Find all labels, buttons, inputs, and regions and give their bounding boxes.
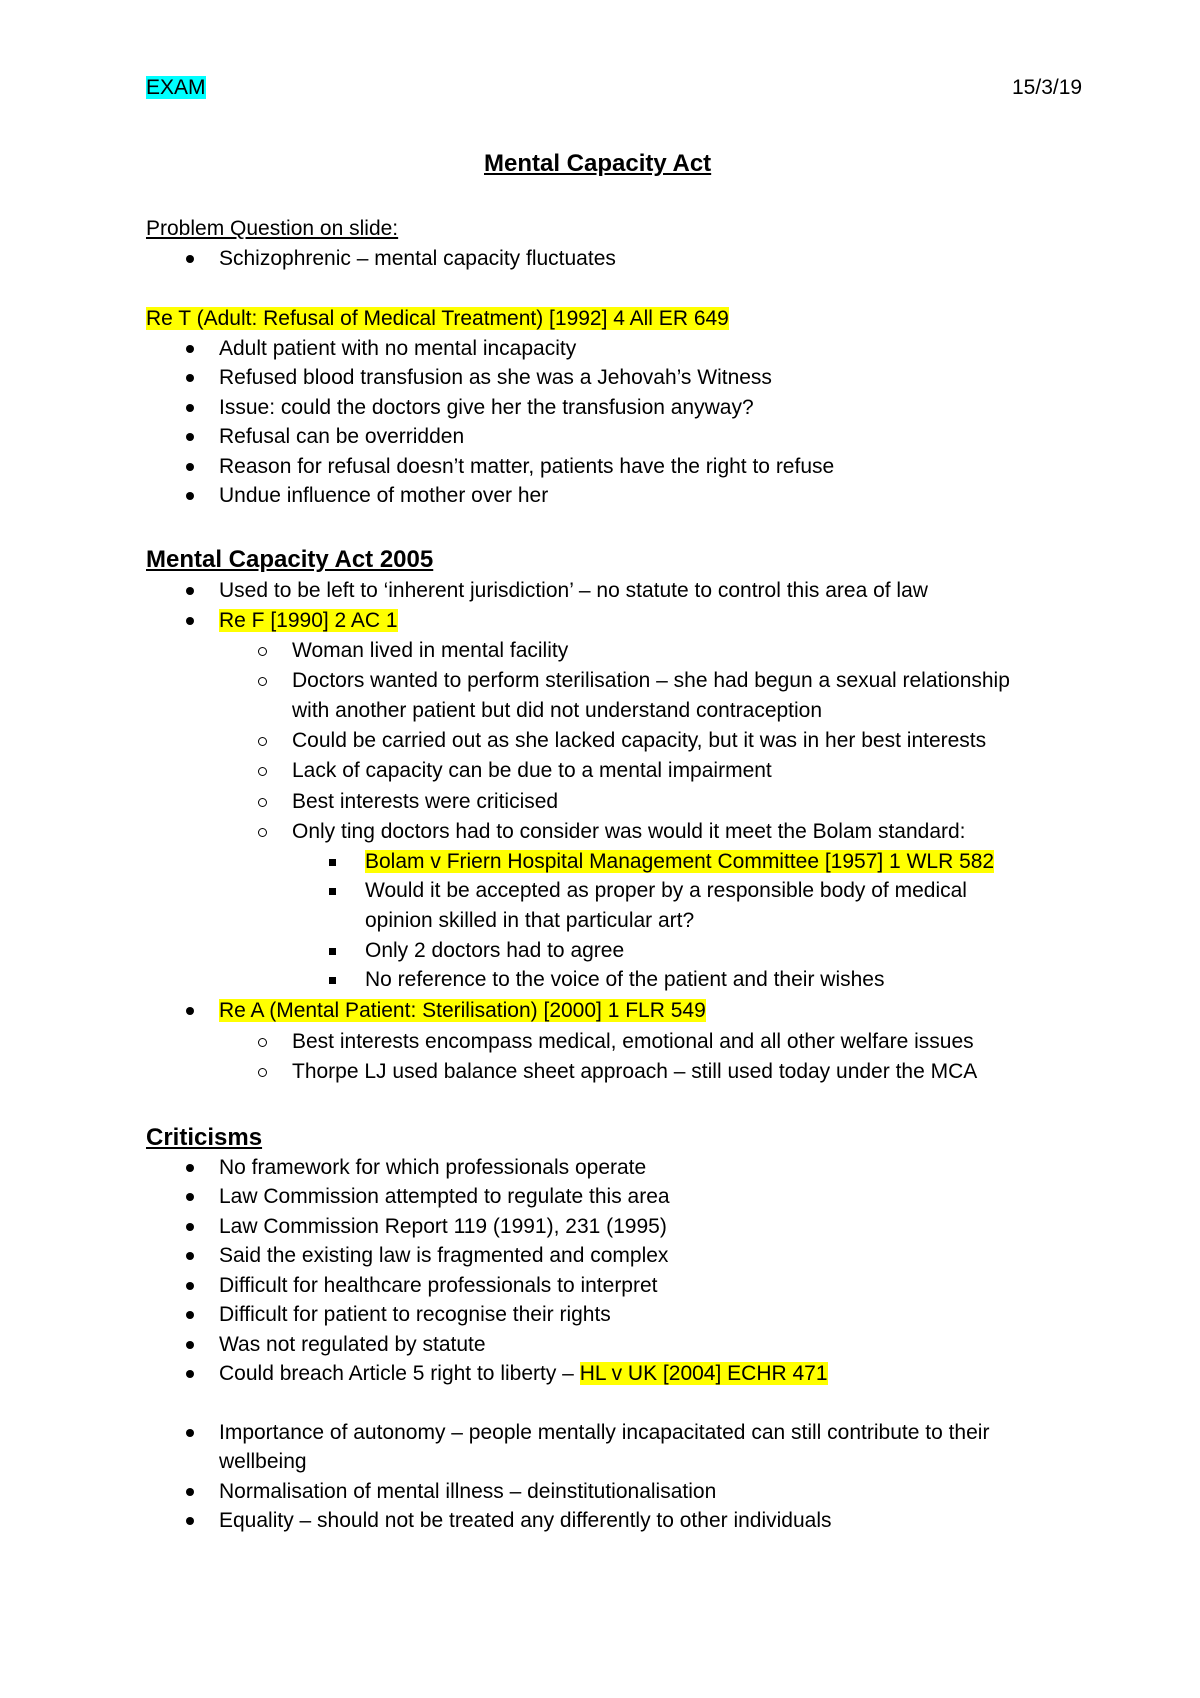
list-item: Issue: could the doctors give her the transfusion anyway? bbox=[219, 396, 754, 419]
circle-bullet-icon bbox=[258, 737, 267, 746]
bullet-icon bbox=[186, 1252, 194, 1260]
problem-heading: Problem Question on slide: bbox=[146, 217, 399, 240]
list-item: Difficult for healthcare professionals to interpret bbox=[219, 1274, 658, 1297]
bullet-icon bbox=[186, 1311, 194, 1319]
circle-bullet-icon bbox=[258, 798, 267, 807]
bullet-icon bbox=[186, 374, 194, 382]
list-item: Only 2 doctors had to agree bbox=[365, 939, 625, 962]
list-item: Equality – should not be treated any differently to other individuals bbox=[219, 1509, 832, 1532]
list-item-continuation: with another patient but did not understand contraception bbox=[292, 699, 823, 722]
list-item: Only ting doctors had to consider was would it meet the Bolam standard: bbox=[292, 820, 966, 843]
circle-bullet-icon bbox=[258, 1038, 267, 1047]
bullet-icon bbox=[186, 1341, 194, 1349]
circle-bullet-icon bbox=[258, 647, 267, 656]
list-item: Law Commission attempted to regulate this area bbox=[219, 1185, 670, 1208]
bullet-icon bbox=[186, 1223, 194, 1231]
case-re-a: Re A (Mental Patient: Sterilisation) [2000] 1 FLR 549 bbox=[219, 999, 706, 1022]
list-item: Importance of autonomy – people mentally incapacitated can still contribute to their bbox=[219, 1421, 990, 1444]
list-item: Would it be accepted as proper by a responsible body of medical bbox=[365, 879, 967, 902]
circle-bullet-icon bbox=[258, 767, 267, 776]
bullet-icon bbox=[186, 463, 194, 471]
bullet-icon bbox=[186, 1164, 194, 1172]
list-item-article-5: Could breach Article 5 right to liberty – HL v UK [2004] ECHR 471 bbox=[219, 1362, 828, 1385]
date-label: 15/3/19 bbox=[1012, 76, 1083, 99]
list-item-continuation: wellbeing bbox=[219, 1450, 307, 1473]
case-re-f: Re F [1990] 2 AC 1 bbox=[219, 609, 398, 632]
bullet-icon bbox=[186, 587, 194, 595]
list-item: Difficult for patient to recognise their rights bbox=[219, 1303, 611, 1326]
bullet-icon bbox=[186, 492, 194, 500]
bullet-icon bbox=[186, 1488, 194, 1496]
list-item: Refusal can be overridden bbox=[219, 425, 465, 448]
list-item: Reason for refusal doesn’t matter, patients have the right to refuse bbox=[219, 455, 835, 478]
list-item: Refused blood transfusion as she was a Jehovah’s Witness bbox=[219, 366, 772, 389]
list-item: No reference to the voice of the patient and their wishes bbox=[365, 968, 885, 991]
circle-bullet-icon bbox=[258, 677, 267, 686]
list-item: Doctors wanted to perform sterilisation – she had begun a sexual relationship bbox=[292, 669, 1010, 692]
list-item: Adult patient with no mental incapacity bbox=[219, 337, 577, 360]
page-title: Mental Capacity Act bbox=[484, 150, 712, 177]
list-item: Could be carried out as she lacked capacity, but it was in her best interests bbox=[292, 729, 987, 752]
exam-label: EXAM bbox=[146, 76, 206, 99]
bullet-icon bbox=[186, 1517, 194, 1525]
list-item: Said the existing law is fragmented and complex bbox=[219, 1244, 669, 1267]
bullet-icon bbox=[186, 1429, 194, 1437]
list-item: Thorpe LJ used balance sheet approach – still used today under the MCA bbox=[292, 1060, 978, 1083]
list-item: Lack of capacity can be due to a mental impairment bbox=[292, 759, 772, 782]
square-bullet-icon bbox=[329, 859, 336, 866]
bullet-icon bbox=[186, 1282, 194, 1290]
list-item: Best interests encompass medical, emotional and all other welfare issues bbox=[292, 1030, 974, 1053]
case-bolam: Bolam v Friern Hospital Management Committee [1957] 1 WLR 582 bbox=[365, 850, 995, 873]
list-item: Woman lived in mental facility bbox=[292, 639, 569, 662]
bullet-icon bbox=[186, 345, 194, 353]
bullet-icon bbox=[186, 1370, 194, 1378]
list-item: Undue influence of mother over her bbox=[219, 484, 549, 507]
list-item: No framework for which professionals operate bbox=[219, 1156, 647, 1179]
square-bullet-icon bbox=[329, 948, 336, 955]
section-heading-criticisms: Criticisms bbox=[146, 1124, 263, 1151]
square-bullet-icon bbox=[329, 888, 336, 895]
bullet-icon bbox=[186, 404, 194, 412]
case-heading-re-t: Re T (Adult: Refusal of Medical Treatment) [1992] 4 All ER 649 bbox=[146, 307, 729, 330]
list-item: Best interests were criticised bbox=[292, 790, 559, 813]
circle-bullet-icon bbox=[258, 828, 267, 837]
bullet-icon bbox=[186, 617, 194, 625]
list-item-continuation: opinion skilled in that particular art? bbox=[365, 909, 695, 932]
bullet-icon bbox=[186, 433, 194, 441]
bullet-icon bbox=[186, 1007, 194, 1015]
section-heading-mca: Mental Capacity Act 2005 bbox=[146, 546, 434, 573]
list-item: Normalisation of mental illness – deinstitutionalisation bbox=[219, 1480, 717, 1503]
list-item: Law Commission Report 119 (1991), 231 (1995) bbox=[219, 1215, 667, 1238]
list-item: Used to be left to ‘inherent jurisdiction’ – no statute to control this area of law bbox=[219, 579, 928, 602]
bullet-icon bbox=[186, 1193, 194, 1201]
bullet-icon bbox=[186, 255, 194, 263]
list-item: Schizophrenic – mental capacity fluctuates bbox=[219, 247, 616, 270]
square-bullet-icon bbox=[329, 977, 336, 984]
circle-bullet-icon bbox=[258, 1068, 267, 1077]
list-item: Was not regulated by statute bbox=[219, 1333, 486, 1356]
